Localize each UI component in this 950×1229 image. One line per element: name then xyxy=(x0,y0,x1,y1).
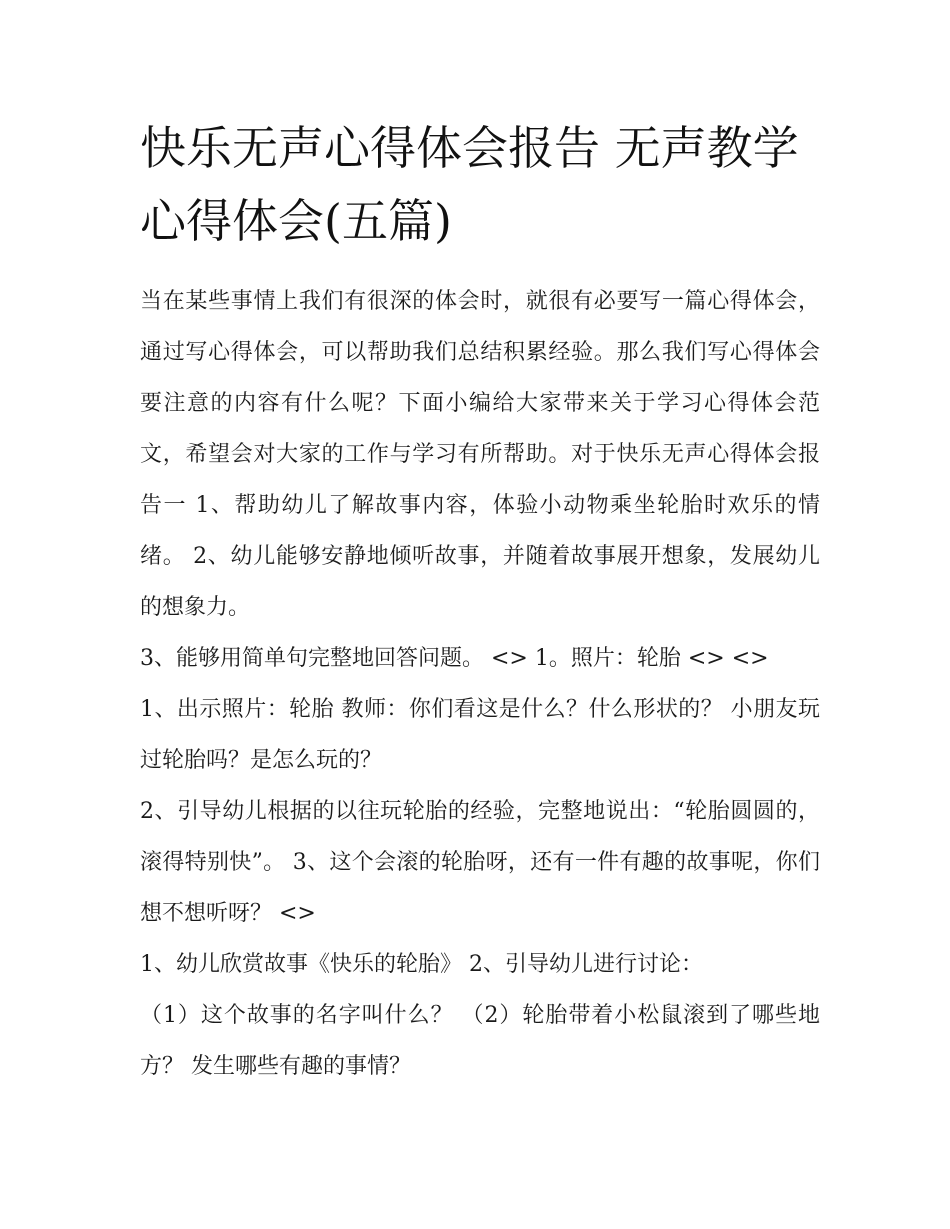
paragraph: 1、幼儿欣赏故事《快乐的轮胎》 2、引导幼儿进行讨论： xyxy=(140,952,703,977)
document-body xyxy=(140,276,820,1092)
paragraph: 1、出示照片：轮胎 教师：你们看这是什么？什么形状的？ 小朋友玩过轮胎吗？是怎么玩的？ xyxy=(140,697,820,773)
paragraph: （1）这个故事的名字叫什么？ （2）轮胎带着小松鼠滚到了哪些地方？ 发生哪些有趣的事情？ xyxy=(140,1003,820,1079)
paragraph: 当在某些事情上我们有很深的体会时，就很有必要写一篇心得体会，通过写心得体会，可以帮助我们总结积累经验。那么我们写心得体会要注意的内容有什么呢？下面小编给大家带来关于学习心得体会范文，希望会对大家的工作与学习有所帮助。对于快乐无声心得体会报告一 1、帮助幼儿了解故事内容，体验小动物乘坐轮胎时欢乐的情绪。 2、幼儿能够安静地倾听故事，并随着故事展开想象，发展幼儿的想象力。 xyxy=(140,289,820,620)
paragraph: 2、引导幼儿根据的以往玩轮胎的经验，完整地说出：“轮胎圆圆的，滚得特别快”。 3、这个会滚的轮胎呀，还有一件有趣的故事呢，你们想不想听呀？ <> xyxy=(140,799,820,926)
document-title: 快乐无声心得体会报告 无声教学心得体会(五篇) xyxy=(140,121,799,248)
paragraph: 3、能够用简单句完整地回答问题。 <> 1。照片：轮胎 <> <> xyxy=(140,646,769,671)
